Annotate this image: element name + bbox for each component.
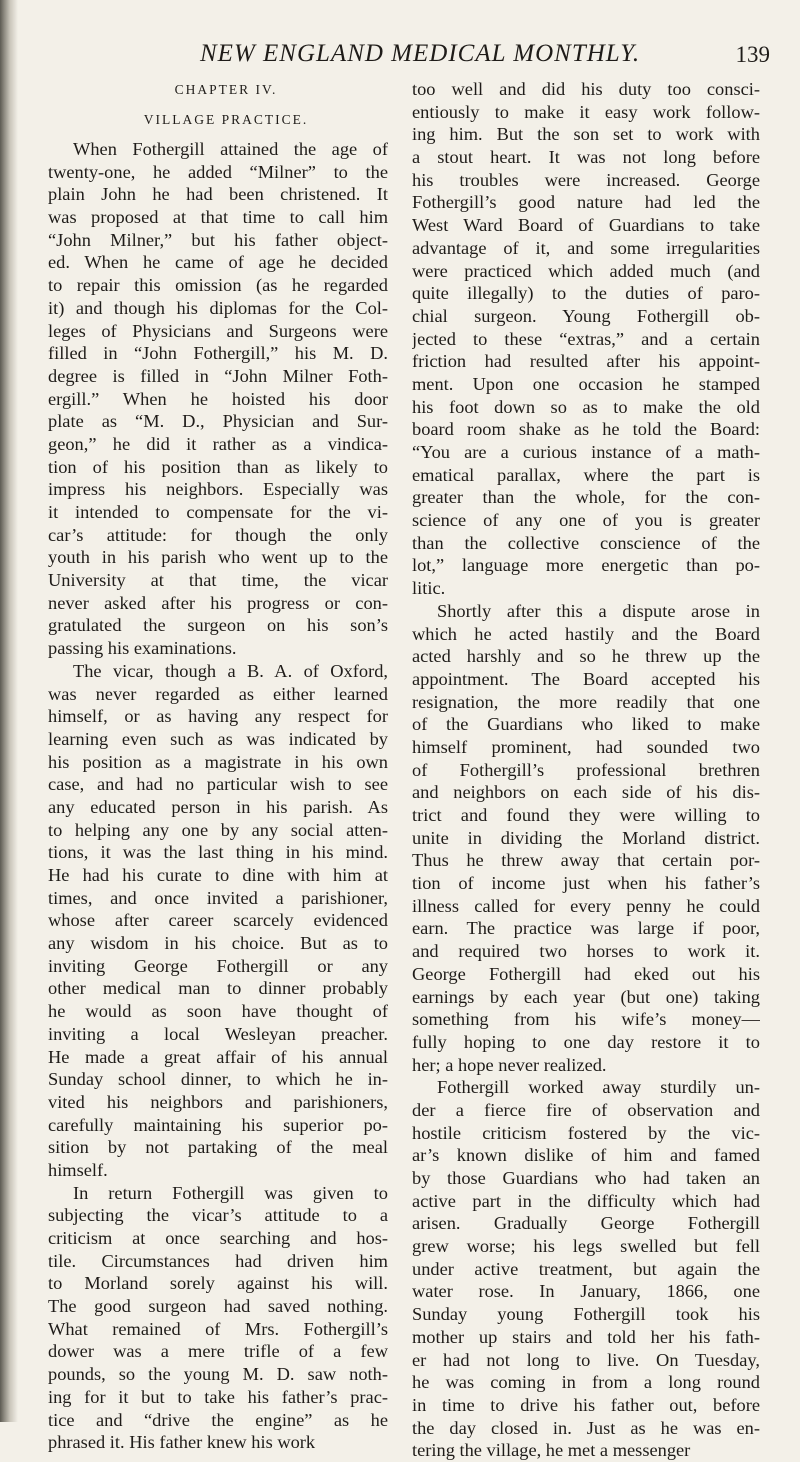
text-line: of the Guardians who liked to make [412, 714, 760, 735]
text-line: ergill.” When he hoisted his door [48, 388, 388, 409]
text-line: and neighbors on each side of his dis- [412, 782, 760, 803]
text-line: quite illegally) to the duties of paro- [412, 283, 760, 304]
text-line: was never regarded as either learned [48, 683, 388, 704]
text-line: vited his neighbors and parishioners, [48, 1091, 388, 1112]
text-line: sition by not partaking of the meal [48, 1137, 388, 1158]
text-line: phrased it. His father knew his work [48, 1432, 316, 1453]
text-line: ed. When he came of age he decided [48, 252, 388, 273]
text-line: fully hoping to one day restore it to [412, 1031, 760, 1052]
text-line: inviting a local Wesleyan preacher. [48, 1023, 388, 1044]
text-line: appointment. The Board accepted his [412, 668, 760, 689]
text-line: of Fothergill’s professional brethren [412, 759, 760, 780]
text-line: acted harshly and so he threw up the [412, 646, 760, 667]
text-line: it intended to compensate for the vi- [48, 502, 388, 522]
text-line: ing him. But the son set to work with [412, 124, 760, 145]
text-line: friction had resulted after his appoint- [412, 351, 760, 372]
text-line: it) and though his diplomas for the Col- [48, 297, 388, 318]
chapter-heading: CHAPTER IV. [174, 82, 278, 97]
text-line: George Fothergill had eked out his [412, 963, 760, 984]
text-line: degree is filled in “John Milner Foth- [48, 365, 388, 386]
text-line: subjecting the vicar’s attitude to a [48, 1205, 388, 1226]
text-line: by those Guardians who had taken an [412, 1168, 760, 1188]
text-line: his foot down so as to make the old [412, 396, 760, 417]
text-line: inviting George Fothergill or any [48, 955, 388, 976]
text-line: advantage of it, and some irregularities [412, 237, 760, 258]
text-line: hostile criticism fostered by the vic- [412, 1122, 760, 1143]
text-line: “You are a curious instance of a math- [412, 442, 760, 462]
page-number: 139 [735, 42, 770, 67]
text-line: any wisdom in his choice. But as to [48, 933, 388, 954]
text-line: any educated person in his parish. As [48, 796, 388, 817]
text-line: chial surgeon. Young Fothergill ob- [412, 305, 760, 326]
text-line: his troubles were increased. George [412, 169, 760, 190]
text-line: board room shake as he told the Board: [412, 419, 760, 440]
text-line: car’s attitude: for though the only [48, 524, 388, 545]
text-line: ar’s known dislike of him and famed [412, 1145, 760, 1166]
text-line: entiously to make it easy work follow- [412, 101, 760, 122]
text-line: other medical man to dinner probably [48, 978, 388, 999]
text-line: to Morland sorely against his will. [48, 1273, 388, 1294]
text-line: jected to these “extras,” and a certain [412, 328, 760, 349]
text-line: tion of his position than as likely to [48, 456, 388, 477]
text-line: What remained of Mrs. Fothergill’s [48, 1318, 388, 1339]
text-line: er had not long to live. On Tuesday, [412, 1349, 760, 1370]
text-line: himself, or as having any respect for [48, 706, 388, 727]
text-line: case, and had no particular wish to see [48, 774, 388, 795]
text-line: When Fothergill attained the age of [73, 139, 388, 159]
text-line: dower was a mere trifle of a few [48, 1341, 388, 1362]
text-line: the day closed in. Just as he was en- [412, 1417, 760, 1438]
text-line: geon,” he did it rather as a vindica- [48, 433, 388, 454]
text-line: greater than the whole, for the con- [412, 487, 760, 508]
chapter-title: VILLAGE PRACTICE. [143, 112, 309, 127]
text-line: Sunday young Fothergill took his [412, 1304, 760, 1325]
text-line: and required two horses to work it. [412, 941, 760, 962]
text-line: times, and once invited a parishioner, [48, 887, 388, 908]
left-column [48, 78, 388, 1454]
text-line: a stout heart. It was not long before [412, 147, 760, 168]
text-line: lot,” language more energetic than po- [412, 555, 760, 576]
text-line: were practiced which added much (and [412, 260, 760, 281]
text-line: youth in his parish who went up to the [48, 547, 388, 568]
text-line: to repair this omission (as he regarded [48, 275, 388, 296]
text-line: resignation, the more readily that one [412, 691, 760, 712]
text-line: He made a great affair of his annual [48, 1046, 388, 1067]
text-line: mother up stairs and told her his fath- [412, 1326, 760, 1347]
text-line: tering the village, he met a messenger [412, 1440, 691, 1461]
text-line: Shortly after this a dispute arose in [437, 600, 760, 621]
text-line: learning even such as was indicated by [48, 728, 388, 749]
text-line: under active treatment, but again the [412, 1258, 760, 1279]
text-line: never asked after his progress or con- [48, 592, 388, 613]
text-line: to helping any one by any social atten- [48, 819, 388, 840]
text-line: litic. [412, 578, 446, 599]
text-line: earn. The practice was large if poor, [412, 918, 760, 939]
text-line: The vicar, though a B. A. of Oxford, [73, 660, 388, 681]
text-line: grew worse; his legs swelled but fell [412, 1236, 760, 1257]
text-line: tion of income just when his father’s [412, 873, 760, 894]
text-line: twenty-one, he added “Milner” to the [48, 161, 388, 182]
text-line: criticism at once searching and hos- [48, 1228, 388, 1248]
text-line: passing his examinations. [48, 638, 237, 659]
text-line: trict and found they were willing to [412, 805, 760, 825]
text-line: The good surgeon had saved nothing. [48, 1296, 388, 1317]
text-line: her; a hope never realized. [412, 1054, 607, 1075]
text-line: science of any one of you is greater [412, 510, 760, 531]
text-line: he was coming in from a long round [412, 1372, 760, 1393]
text-line: whose after career scarcely evidenced [48, 910, 388, 931]
text-line: himself. [48, 1159, 108, 1180]
text-line: his position as a magistrate in his own [48, 751, 388, 772]
text-line: “John Milner,” but his father object- [48, 229, 388, 250]
text-line: active part in the difficulty which had [412, 1190, 760, 1211]
text-line: Sunday school dinner, to which he in- [48, 1069, 388, 1090]
text-line: ing for it but to take his father’s prac- [48, 1386, 388, 1407]
text-line: himself prominent, had sounded two [412, 736, 760, 757]
running-title: NEW ENGLAND MEDICAL MONTHLY. [200, 40, 641, 67]
text-line: Fothergill worked away sturdily un- [437, 1077, 760, 1098]
text-line: In return Fothergill was given to [73, 1182, 388, 1203]
text-line: tice and “drive the engine” as he [48, 1409, 388, 1430]
right-column [412, 78, 760, 1462]
text-line: impress his neighbors. Especially was [48, 479, 388, 500]
text-line: water rose. In January, 1866, one [412, 1281, 760, 1302]
page-binding-edge [0, 0, 18, 1422]
text-line: carefully maintaining his superior po- [48, 1114, 388, 1135]
text-line: earnings by each year (but one) taking [412, 986, 760, 1007]
text-line: than the collective conscience of the [412, 532, 760, 553]
text-line: der a fierce fire of observation and [412, 1099, 760, 1120]
text-line: leges of Physicians and Surgeons were [48, 320, 388, 341]
text-line: was proposed at that time to call him [48, 207, 388, 228]
text-line: gratulated the surgeon on his son’s [48, 615, 388, 636]
text-line: University at that time, the vicar [48, 570, 388, 591]
text-line: illness called for every penny he could [412, 895, 760, 916]
text-line: West Ward Board of Guardians to take [412, 215, 760, 236]
text-line: ematical parallax, where the part is [412, 464, 760, 485]
text-line: plain John he had been christened. It [48, 184, 388, 205]
text-line: Fothergill’s good nature had led the [412, 192, 760, 213]
text-line: filled in “John Fothergill,” his M. D. [48, 343, 388, 364]
text-line: which he acted hastily and the Board [412, 623, 760, 644]
text-line: He had his curate to dine with him at [48, 865, 388, 885]
text-line: ment. Upon one occasion he stamped [412, 373, 760, 394]
text-line: pounds, so the young M. D. saw noth- [48, 1364, 388, 1385]
text-line: Thus he threw away that certain por- [412, 850, 760, 871]
text-line: arisen. Gradually George Fothergill [412, 1213, 760, 1234]
text-line: tile. Circumstances had driven him [48, 1250, 388, 1271]
text-line: he would as soon have thought of [48, 1001, 388, 1022]
text-line: unite in dividing the Morland district. [412, 827, 760, 848]
text-line: plate as “M. D., Physician and Sur- [48, 411, 388, 432]
text-line: in time to drive his father out, before [412, 1394, 760, 1415]
text-line: too well and did his duty too consci- [412, 79, 760, 99]
page-header [170, 40, 770, 72]
text-line: something from his wife’s money— [412, 1009, 760, 1030]
text-line: tions, it was the last thing in his mind. [48, 842, 388, 863]
